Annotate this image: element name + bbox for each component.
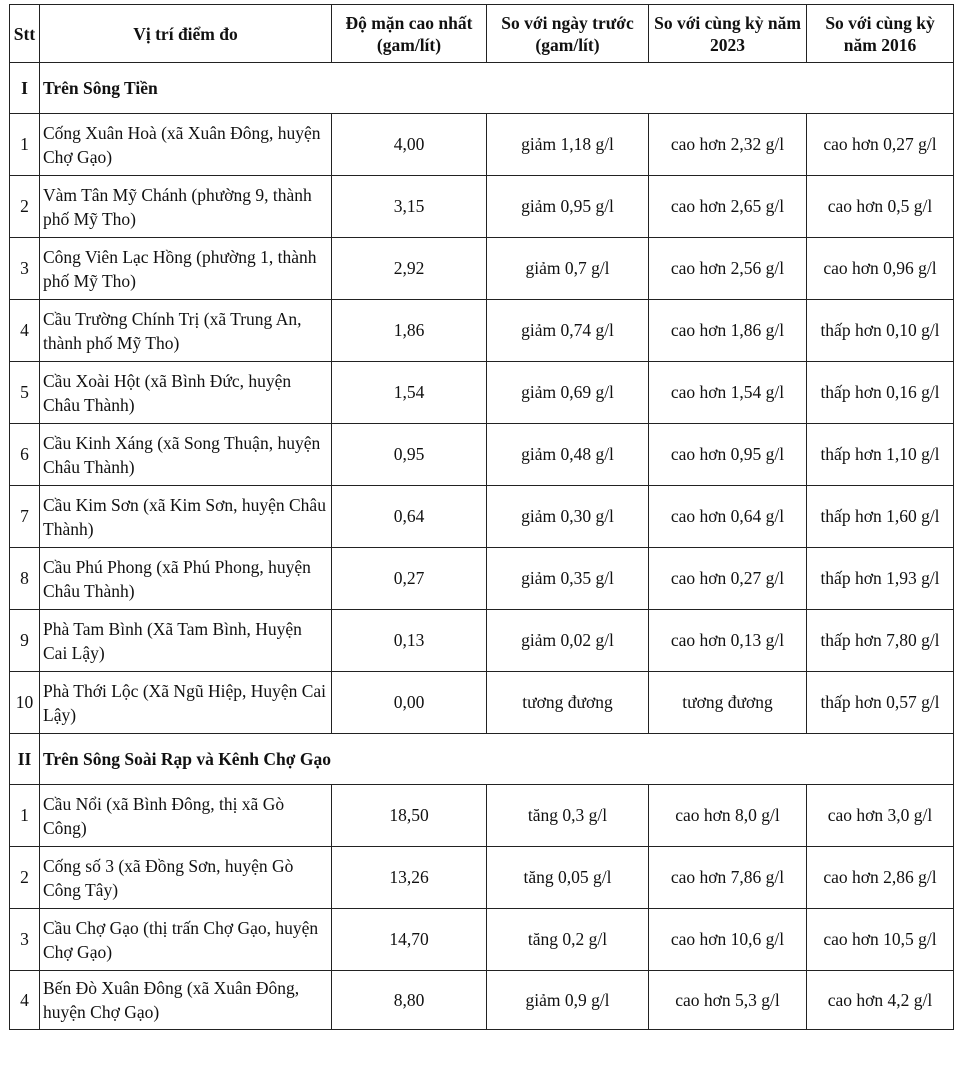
row-vs-2016: cao hơn 3,0 g/l bbox=[807, 785, 954, 847]
row-stt: 2 bbox=[10, 847, 40, 909]
table-row bbox=[10, 610, 954, 672]
row-vs-2023: cao hơn 2,56 g/l bbox=[649, 238, 807, 300]
table-row bbox=[10, 971, 954, 1030]
row-stt: 1 bbox=[10, 785, 40, 847]
table-row bbox=[10, 176, 954, 238]
row-max-salinity: 1,86 bbox=[332, 300, 487, 362]
row-location: Phà Thới Lộc (Xã Ngũ Hiệp, Huyện Cai Lậy) bbox=[40, 672, 332, 734]
row-vs-previous-day: giảm 0,48 g/l bbox=[487, 424, 649, 486]
table-row bbox=[10, 548, 954, 610]
header-vs-2016: So với cùng kỳ năm 2016 bbox=[807, 5, 954, 63]
row-stt: 4 bbox=[10, 300, 40, 362]
row-vs-2016: cao hơn 4,2 g/l bbox=[807, 971, 954, 1030]
row-vs-2023: cao hơn 0,13 g/l bbox=[649, 610, 807, 672]
header-stt: Stt bbox=[10, 5, 40, 63]
row-max-salinity: 13,26 bbox=[332, 847, 487, 909]
row-location: Cầu Kim Sơn (xã Kim Sơn, huyện Châu Thành) bbox=[40, 486, 332, 548]
row-vs-2016: thấp hơn 0,16 g/l bbox=[807, 362, 954, 424]
row-vs-2016: cao hơn 10,5 g/l bbox=[807, 909, 954, 971]
row-max-salinity: 4,00 bbox=[332, 114, 487, 176]
salinity-table-container bbox=[9, 4, 954, 1030]
row-stt: 4 bbox=[10, 971, 40, 1030]
row-max-salinity: 0,27 bbox=[332, 548, 487, 610]
header-location: Vị trí điểm đo bbox=[40, 5, 332, 63]
row-vs-2023: tương đương bbox=[649, 672, 807, 734]
table-row bbox=[10, 424, 954, 486]
table-row bbox=[10, 486, 954, 548]
row-vs-previous-day: tăng 0,05 g/l bbox=[487, 847, 649, 909]
row-vs-previous-day: giảm 0,9 g/l bbox=[487, 971, 649, 1030]
row-vs-2016: thấp hơn 7,80 g/l bbox=[807, 610, 954, 672]
section-row bbox=[10, 63, 954, 114]
header-vs-2023: So với cùng kỳ năm 2023 bbox=[649, 5, 807, 63]
row-vs-2016: thấp hơn 0,10 g/l bbox=[807, 300, 954, 362]
row-vs-2016: cao hơn 2,86 g/l bbox=[807, 847, 954, 909]
row-location: Cầu Trường Chính Trị (xã Trung An, thành phố Mỹ Tho) bbox=[40, 300, 332, 362]
row-location: Cầu Chợ Gạo (thị trấn Chợ Gạo, huyện Chợ Gạo) bbox=[40, 909, 332, 971]
row-vs-2023: cao hơn 0,95 g/l bbox=[649, 424, 807, 486]
row-vs-2023: cao hơn 8,0 g/l bbox=[649, 785, 807, 847]
row-vs-2023: cao hơn 10,6 g/l bbox=[649, 909, 807, 971]
row-stt: 2 bbox=[10, 176, 40, 238]
row-stt: 3 bbox=[10, 238, 40, 300]
row-location: Bến Đò Xuân Đông (xã Xuân Đông, huyện Chợ Gạo) bbox=[40, 971, 332, 1030]
row-location: Cầu Nổi (xã Bình Đông, thị xã Gò Công) bbox=[40, 785, 332, 847]
row-location: Cống số 3 (xã Đồng Sơn, huyện Gò Công Tây) bbox=[40, 847, 332, 909]
section-number: I bbox=[10, 63, 40, 114]
table-row bbox=[10, 300, 954, 362]
row-vs-previous-day: tăng 0,3 g/l bbox=[487, 785, 649, 847]
row-max-salinity: 1,54 bbox=[332, 362, 487, 424]
row-max-salinity: 18,50 bbox=[332, 785, 487, 847]
row-vs-previous-day: giảm 0,30 g/l bbox=[487, 486, 649, 548]
table-row bbox=[10, 238, 954, 300]
row-vs-previous-day: giảm 0,69 g/l bbox=[487, 362, 649, 424]
row-vs-2023: cao hơn 1,54 g/l bbox=[649, 362, 807, 424]
row-vs-previous-day: giảm 0,35 g/l bbox=[487, 548, 649, 610]
table-body bbox=[10, 63, 954, 1030]
row-stt: 10 bbox=[10, 672, 40, 734]
header-vs-previous-day: So với ngày trước (gam/lít) bbox=[487, 5, 649, 63]
row-location: Vàm Tân Mỹ Chánh (phường 9, thành phố Mỹ Tho) bbox=[40, 176, 332, 238]
row-vs-previous-day: tương đương bbox=[487, 672, 649, 734]
row-max-salinity: 0,95 bbox=[332, 424, 487, 486]
row-vs-2016: thấp hơn 1,60 g/l bbox=[807, 486, 954, 548]
row-stt: 7 bbox=[10, 486, 40, 548]
row-vs-previous-day: giảm 0,02 g/l bbox=[487, 610, 649, 672]
row-vs-2016: thấp hơn 0,57 g/l bbox=[807, 672, 954, 734]
table-row bbox=[10, 672, 954, 734]
row-vs-2016: cao hơn 0,5 g/l bbox=[807, 176, 954, 238]
table-row bbox=[10, 362, 954, 424]
table-header bbox=[10, 5, 954, 63]
row-vs-2023: cao hơn 1,86 g/l bbox=[649, 300, 807, 362]
row-vs-2016: thấp hơn 1,10 g/l bbox=[807, 424, 954, 486]
row-vs-previous-day: giảm 0,7 g/l bbox=[487, 238, 649, 300]
row-vs-2023: cao hơn 2,32 g/l bbox=[649, 114, 807, 176]
table-row bbox=[10, 114, 954, 176]
row-vs-previous-day: giảm 0,74 g/l bbox=[487, 300, 649, 362]
row-vs-2023: cao hơn 0,27 g/l bbox=[649, 548, 807, 610]
header-max-salinity: Độ mặn cao nhất (gam/lít) bbox=[332, 5, 487, 63]
row-location: Cống Xuân Hoà (xã Xuân Đông, huyện Chợ Gạo) bbox=[40, 114, 332, 176]
section-title: Trên Sông Soài Rạp và Kênh Chợ Gạo bbox=[40, 734, 954, 785]
row-location: Cầu Phú Phong (xã Phú Phong, huyện Châu Thành) bbox=[40, 548, 332, 610]
row-location: Cầu Xoài Hột (xã Bình Đức, huyện Châu Thành) bbox=[40, 362, 332, 424]
salinity-table bbox=[9, 4, 954, 1030]
row-max-salinity: 8,80 bbox=[332, 971, 487, 1030]
row-max-salinity: 3,15 bbox=[332, 176, 487, 238]
row-stt: 9 bbox=[10, 610, 40, 672]
row-max-salinity: 0,64 bbox=[332, 486, 487, 548]
row-location: Công Viên Lạc Hồng (phường 1, thành phố Mỹ Tho) bbox=[40, 238, 332, 300]
table-row bbox=[10, 909, 954, 971]
row-vs-2023: cao hơn 5,3 g/l bbox=[649, 971, 807, 1030]
row-stt: 3 bbox=[10, 909, 40, 971]
section-title: Trên Sông Tiền bbox=[40, 63, 954, 114]
table-row bbox=[10, 785, 954, 847]
row-max-salinity: 0,00 bbox=[332, 672, 487, 734]
row-vs-2016: thấp hơn 1,93 g/l bbox=[807, 548, 954, 610]
row-vs-2023: cao hơn 7,86 g/l bbox=[649, 847, 807, 909]
row-stt: 1 bbox=[10, 114, 40, 176]
row-vs-2023: cao hơn 0,64 g/l bbox=[649, 486, 807, 548]
section-row bbox=[10, 734, 954, 785]
row-stt: 5 bbox=[10, 362, 40, 424]
row-stt: 6 bbox=[10, 424, 40, 486]
row-max-salinity: 14,70 bbox=[332, 909, 487, 971]
row-vs-2016: cao hơn 0,27 g/l bbox=[807, 114, 954, 176]
section-number: II bbox=[10, 734, 40, 785]
row-location: Cầu Kinh Xáng (xã Song Thuận, huyện Châu Thành) bbox=[40, 424, 332, 486]
row-vs-previous-day: giảm 1,18 g/l bbox=[487, 114, 649, 176]
table-row bbox=[10, 847, 954, 909]
row-vs-2023: cao hơn 2,65 g/l bbox=[649, 176, 807, 238]
row-location: Phà Tam Bình (Xã Tam Bình, Huyện Cai Lậy) bbox=[40, 610, 332, 672]
row-max-salinity: 0,13 bbox=[332, 610, 487, 672]
row-vs-2016: cao hơn 0,96 g/l bbox=[807, 238, 954, 300]
row-vs-previous-day: tăng 0,2 g/l bbox=[487, 909, 649, 971]
row-stt: 8 bbox=[10, 548, 40, 610]
row-vs-previous-day: giảm 0,95 g/l bbox=[487, 176, 649, 238]
row-max-salinity: 2,92 bbox=[332, 238, 487, 300]
